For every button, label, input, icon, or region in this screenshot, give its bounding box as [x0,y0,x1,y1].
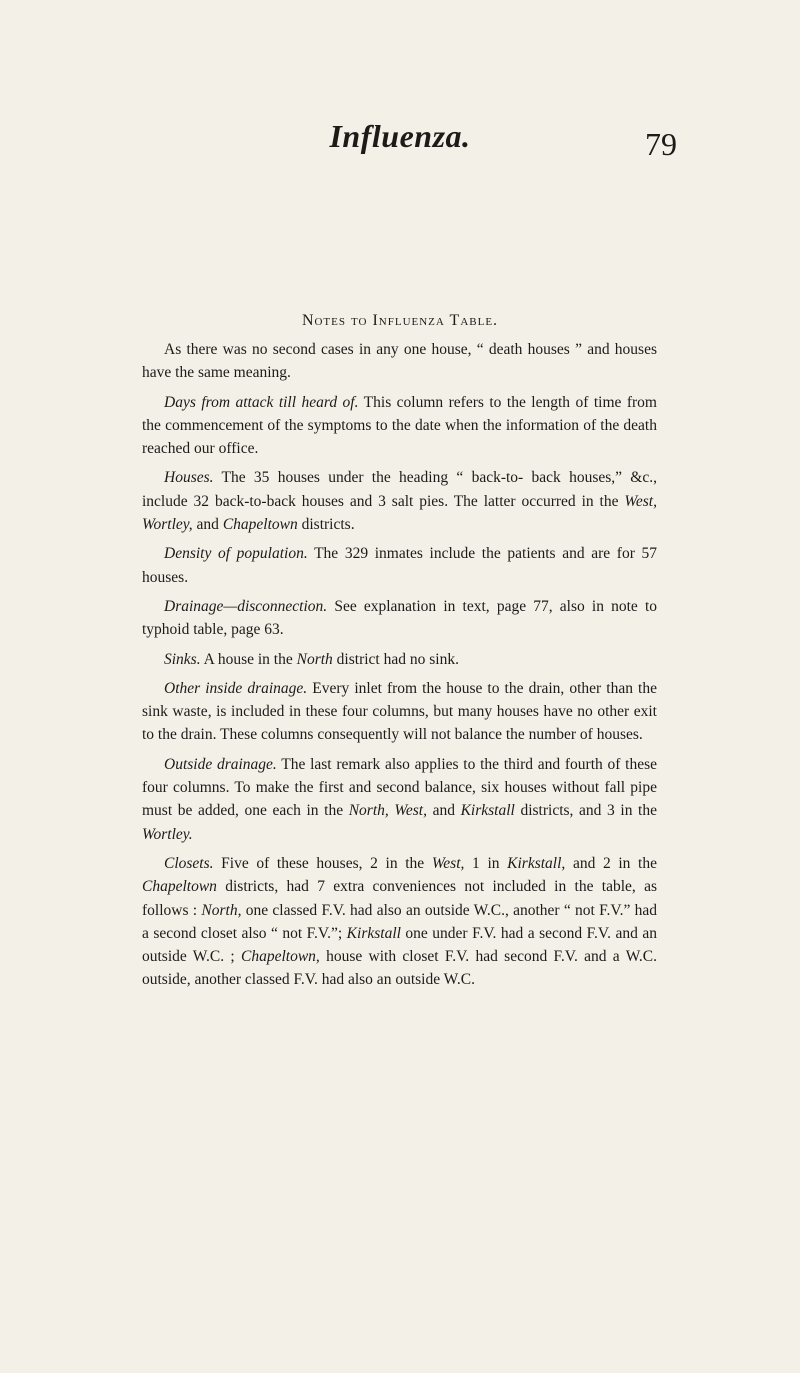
text-run: districts, had 7 extra conveniences not included in the table, as follows : [142,878,657,919]
paragraph [142,338,657,385]
body-text [142,338,657,998]
italic-text: Sinks. [164,650,201,668]
text-run: and 2 in the [565,854,657,872]
italic-text: Closets. [164,854,214,872]
paragraph [142,466,657,536]
text-run: As there was no second cases in any one house, “ death houses ” and houses have the same meaning. [142,341,657,382]
italic-text: Chapeltown [142,878,217,896]
text-run: The 329 inmates include the patients and are for 57 houses. [142,545,658,586]
italic-text: Wortley. [142,825,193,843]
text-run: The 35 houses under the heading “ back-to- back houses,” &c., include 32 back-to-back houses and 3 salt pies. The latter occurred in the [142,469,657,510]
paragraph [142,677,657,747]
text-run: and [426,802,461,820]
text-run: This column refers to the length of time from the commencement of the symptoms to the date when the information of the death reached our office. [142,393,657,458]
italic-text: Chapeltown [222,516,298,534]
text-run: 1 in [464,854,508,872]
text-run: one under F.V. had a second F.V. and an outside W.C. ; [142,924,657,966]
text-run: See explanation in text, page 77, also in note to typhoid table, page 63. [142,597,657,639]
italic-text: West, Wortley, [142,492,657,534]
italic-text: Other inside drainage. [164,679,308,697]
italic-text: Houses. [164,469,214,487]
italic-text: West, [431,854,465,872]
italic-text: Kirkstall [346,924,401,942]
text-run: district had no sink. [332,650,459,668]
text-run: and [192,516,223,534]
paragraph [142,852,657,992]
italic-text: North, West, [348,802,427,820]
italic-text: Kirkstall [460,802,515,820]
italic-text: Chapeltown, [241,948,320,966]
running-title: Influenza. [329,118,471,154]
paragraph [142,391,657,461]
text-run: districts, and 3 in the [514,802,657,820]
text-run: districts. [297,516,355,534]
paragraph [142,648,657,671]
text-run: house with closet F.V. had second F.V. and a W.C. outside, another classed F.V. had also an outside W.C. [142,948,657,989]
paragraph [142,595,657,642]
page-number: 79 [645,126,677,162]
paragraph [142,542,657,589]
italic-text: Density of population. [164,545,308,563]
italic-text: Days from attack till heard of. [164,393,359,411]
text-run: The last remark also applies to the third and fourth of these four columns. To make the first and second balance, six houses without fall pipe must be added, one each in the [142,755,657,820]
text-run: Every inlet from the house to the drain, other than the sink waste, is included in these four columns, but many houses have no other exit to the drain. These columns consequently will not balance the number of houses. [142,679,657,744]
italic-text: Outside drainage. [164,755,277,773]
text-run: Five of these houses, 2 in the [213,854,432,872]
text-run: one classed F.V. had also an outside W.C., another “ not F.V.” had a second closet also “ not F.V.”; [142,901,658,942]
paragraph [142,753,657,846]
italic-text: Drainage—disconnection. [164,597,328,615]
text-run: A house in the [200,650,297,668]
italic-text: North, [201,901,242,919]
section-heading: Notes to Influenza Table. [301,312,499,329]
italic-text: North [296,650,333,668]
italic-text: Kirkstall, [507,854,566,872]
